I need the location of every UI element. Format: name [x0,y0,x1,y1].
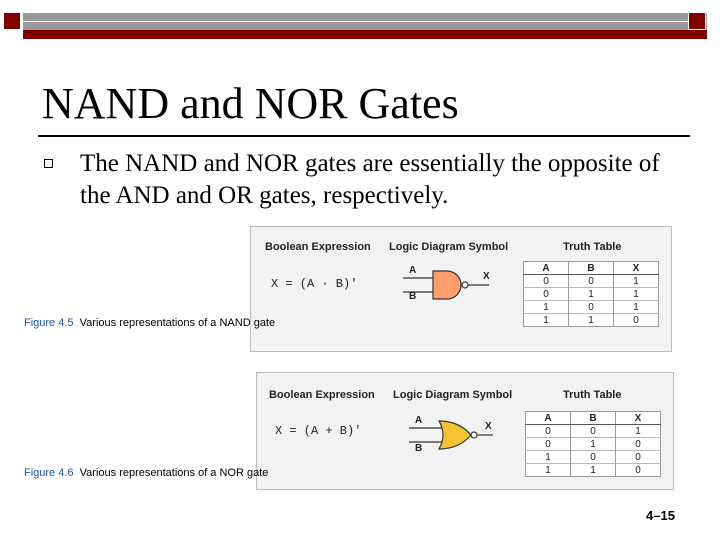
table-cell: 1 [526,451,571,464]
nor-col-a: A [526,412,571,425]
table-cell: 1 [524,314,569,327]
nor-figure-label: Figure 4.6 [24,467,74,479]
nor-table-header: Truth Table [563,389,622,401]
nand-expression-header: Boolean Expression [265,241,371,253]
nor-gate-icon [407,419,497,451]
nand-figure-caption-text: Various representations of a NAND gate [79,317,276,329]
table-cell: 0 [569,301,614,314]
table-cell: 0 [569,275,614,288]
nand-col-a: A [524,262,569,275]
header-bar-accent [23,30,707,39]
nand-diagram-header: Logic Diagram Symbol [389,241,509,253]
table-cell: 0 [616,451,661,464]
table-cell: 1 [614,301,659,314]
table-row [526,464,661,477]
nand-figure-caption [24,316,275,331]
nand-gate-icon [401,269,493,301]
table-cell: 1 [524,301,569,314]
table-cell: 0 [616,438,661,451]
table-row [526,438,661,451]
nor-input-a-label: A [415,415,423,426]
table-cell: 1 [571,438,616,451]
nor-truth-table [525,411,661,477]
table-row [526,425,661,438]
header-bar-line [23,21,707,22]
header-bar [22,12,708,40]
table-cell: 1 [526,464,571,477]
table-cell: 0 [571,451,616,464]
table-row [524,288,659,301]
nand-output-label: X [483,271,490,282]
table-row [524,314,659,327]
table-cell: 1 [571,464,616,477]
table-cell: 1 [614,275,659,288]
table-cell: 1 [569,314,614,327]
nand-truth-table [523,261,659,327]
nand-figure-label: Figure 4.5 [24,317,74,329]
table-cell: 1 [569,288,614,301]
nor-col-b: B [571,412,616,425]
slide-title: NAND and NOR Gates [42,79,459,128]
table-cell: 0 [524,275,569,288]
table-cell: 0 [571,425,616,438]
nand-input-b-label: B [409,291,417,302]
nor-figure-caption-text: Various representations of a NOR gate [79,467,269,479]
page-number: 4–15 [646,508,675,523]
table-cell: 0 [526,425,571,438]
nor-expression-header: Boolean Expression [269,389,375,401]
table-cell: 0 [524,288,569,301]
nor-col-x: X [616,412,661,425]
nand-figure [250,226,672,352]
bullet-square-icon [44,159,53,168]
nand-col-x: X [614,262,659,275]
table-cell: 1 [614,288,659,301]
nand-expression: X = (A · B)' [271,277,358,291]
table-cell: 0 [616,464,661,477]
nor-figure-caption [24,466,268,481]
table-cell: 1 [616,425,661,438]
nor-diagram-header: Logic Diagram Symbol [393,389,513,401]
nor-output-label: X [485,421,492,432]
header-square-left [3,12,21,30]
nand-table-header: Truth Table [563,241,622,253]
table-cell: 0 [526,438,571,451]
table-row [524,275,659,288]
nor-expression: X = (A + B)' [275,424,362,438]
table-row [524,301,659,314]
header-square-right [688,12,706,30]
table-cell: 0 [614,314,659,327]
nand-col-b: B [569,262,614,275]
nor-figure [256,372,674,490]
nand-input-a-label: A [409,265,417,276]
title-divider [38,135,690,137]
nor-input-b-label: B [415,443,423,454]
table-row [526,451,661,464]
bullet-text: The NAND and NOR gates are essentially the opposite of the AND and OR gates, respectively. [80,150,660,209]
